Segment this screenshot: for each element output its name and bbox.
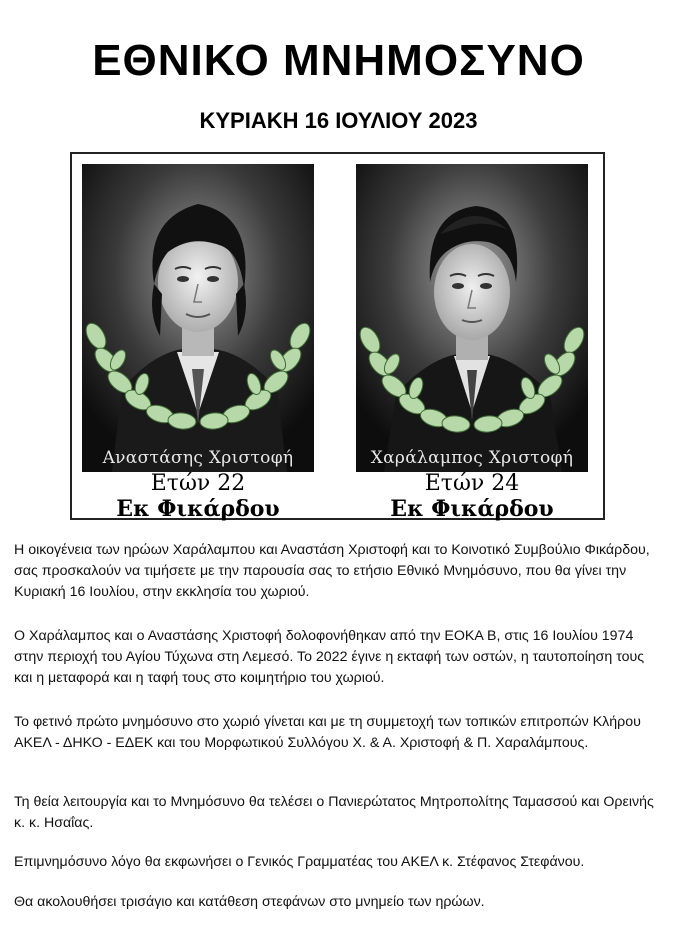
portrait-image-1 xyxy=(82,164,314,472)
portrait-caption-1 xyxy=(82,472,314,522)
page-title: ΕΘΝΙΚΟ ΜΝΗΜΟΣΥΝΟ xyxy=(92,36,585,85)
paragraph-participation: Το φετινό πρώτο μνημόσυνο στο χωριό γίνεται και με τη συμμετοχή των τοπικών επιτροπών Κλήρου ΑΚΕΛ - ΔΗΚΟ - ΕΔΕΚ και του Μορφωτικού Συλλόγου Χ. & Α. Χριστοφή & Π. Χαραλάμπους. xyxy=(14,714,641,751)
portrait-name-1: Αναστάσης Χριστοφή xyxy=(102,448,294,468)
paragraph-invitation: Η οικογένεια των ηρώων Χαράλαμπου και Αναστάση Χριστοφή και το Κοινοτικό Συμβούλιο Φικάρδου, σας προσκαλούν να τιμήσετε με την παρουσία σας το ετήσιο Εθνικό Μνημόσυνο, που θα γίνει την Κυριακή 16 Ιουλίου, στην εκκλησία του χωριού. xyxy=(14,542,650,600)
portrait-origin-1: Εκ Φικάρδου xyxy=(116,496,280,522)
portrait-name-2: Χαράλαμπος Χριστοφή xyxy=(370,448,574,468)
event-date: ΚΥΡΙΑΚΗ 16 ΙΟΥΛΙΟΥ 2023 xyxy=(199,108,478,133)
portrait-photo-1 xyxy=(82,164,314,472)
portrait-age-2: Ετών 24 xyxy=(424,471,520,496)
portrait-image-2 xyxy=(356,164,588,472)
paragraph-history: Ο Χαράλαμπος και ο Αναστάσης Χριστοφή δολοφονήθηκαν από την ΕΟΚΑ Β, στις 16 Ιουλίου 1974 στην περιοχή του Αγίου Τύχωνα στη Λεμεσό. Το 2022 έγινε η εκταφή των οστών, η ταυτοποίηση τους και η μεταφορά και η ταφή τους στο κοιμητήριο του χωριού. xyxy=(14,628,645,686)
portrait-photo-2 xyxy=(356,164,588,472)
portraits-frame xyxy=(70,152,605,520)
portrait-age-1: Ετών 22 xyxy=(150,471,246,496)
paragraph-wreaths: Θα ακολουθήσει τρισάγιο και κατάθεση στεφάνων στο μνημείο των ηρώων. xyxy=(14,894,485,910)
paragraph-liturgy: Τη θεία λειτουργία και το Μνημόσυνο θα τελέσει ο Πανιερώτατος Μητροπολίτης Ταμασσού και Ορεινής κ. κ. Ησαΐας. xyxy=(14,794,654,831)
portrait-caption-2 xyxy=(356,472,588,522)
portrait-origin-2: Εκ Φικάρδου xyxy=(390,496,554,522)
paragraph-speech: Επιμνημόσυνο λόγο θα εκφωνήσει ο Γενικός Γραμματέας του ΑΚΕΛ κ. Στέφανος Στεφάνου. xyxy=(14,854,585,870)
